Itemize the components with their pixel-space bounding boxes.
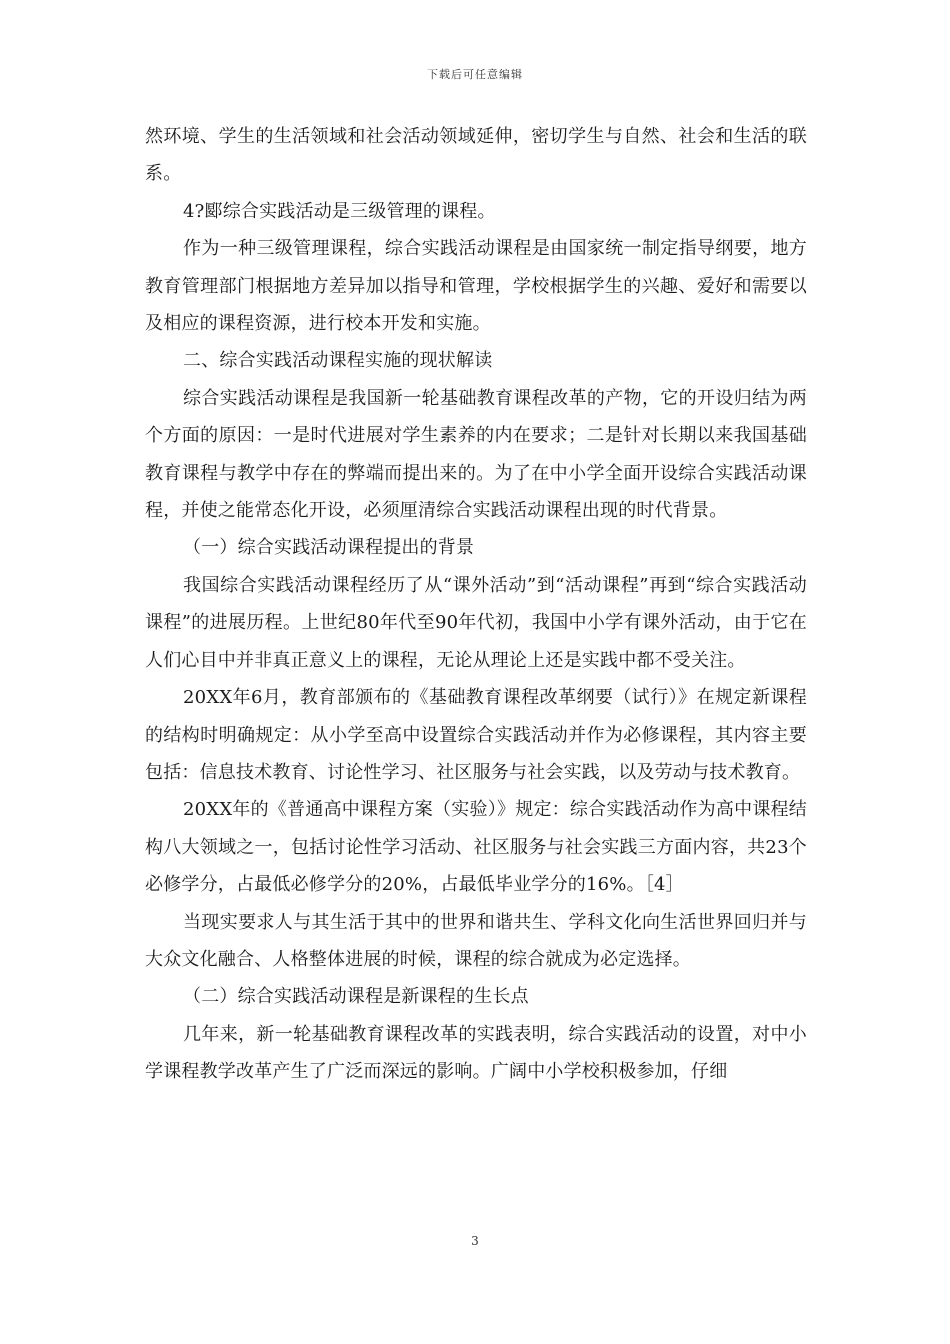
paragraph-10: 当现实要求人与其生活于其中的世界和谐共生、学科文化向生活世界回归并与大众文化融合、人格整体进展的时候，课程的综合就成为必定选择。 bbox=[145, 911, 807, 970]
paragraph-2: 4?郾综合实践活动是三级管理的课程。 bbox=[183, 200, 496, 222]
page-number: 3 bbox=[471, 1234, 479, 1248]
paragraph-5: 综合实践活动课程是我国新一轮基础教育课程改革的产物，它的开设归结为两个方面的原因：一是时代进展对学生素养的内在要求；二是针对长期以来我国基础教育课程与教学中存在的弊端而提出来的。为了在中小学全面开设综合实践活动课程，并使之能常态化开设，必须厘清综合实践活动课程出现的时代背景。 bbox=[145, 387, 807, 522]
paragraph-9: 20XX年的《普通高中课程方案（实验）》规定：综合实践活动作为高中课程结构八大领域之一，包括讨论性学习活动、社区服务与社会实践三方面内容，共23个必修学分，占最低必修学分的20%，占最低毕业学分的16%。［4］ bbox=[145, 799, 807, 896]
document-body bbox=[145, 118, 807, 1091]
subsection-heading-2: （二）综合实践活动课程是新课程的生长点 bbox=[183, 986, 529, 1008]
paragraph-7: 我国综合实践活动课程经历了从“课外活动”到“活动课程”再到“综合实践活动课程”的进展历程。上世纪80年代至90年代初，我国中小学有课外活动，由于它在人们心目中并非真正意义上的课程，无论从理论上还是实践中都不受关注。 bbox=[145, 574, 807, 671]
paragraph-1: 然环境、学生的生活领域和社会活动领域延伸，密切学生与自然、社会和生活的联系。 bbox=[145, 126, 807, 185]
paragraph-8: 20XX年6月，教育部颁布的《基础教育课程改革纲要（试行）》在规定新课程的结构时明确规定：从小学至高中设置综合实践活动并作为必修课程，其内容主要包括：信息技术教育、讨论性学习、社区服务与社会实践，以及劳动与技术教育。 bbox=[145, 687, 807, 783]
page-header: 下载后可任意编辑 bbox=[427, 68, 523, 81]
paragraph-3: 作为一种三级管理课程，综合实践活动课程是由国家统一制定指导纲要，地方教育管理部门根据地方差异加以指导和管理，学校根据学生的兴趣、爱好和需要以及相应的课程资源，进行校本开发和实施。 bbox=[145, 238, 807, 335]
section-heading-2: 二、综合实践活动课程实施的现状解读 bbox=[183, 350, 493, 372]
subsection-heading-1: （一）综合实践活动课程提出的背景 bbox=[183, 537, 475, 559]
paragraph-12: 几年来，新一轮基础教育课程改革的实践表明，综合实践活动的设置，对中小学课程教学改革产生了广泛而深远的影响。广阔中小学校积极参加，仔细 bbox=[145, 1023, 807, 1083]
